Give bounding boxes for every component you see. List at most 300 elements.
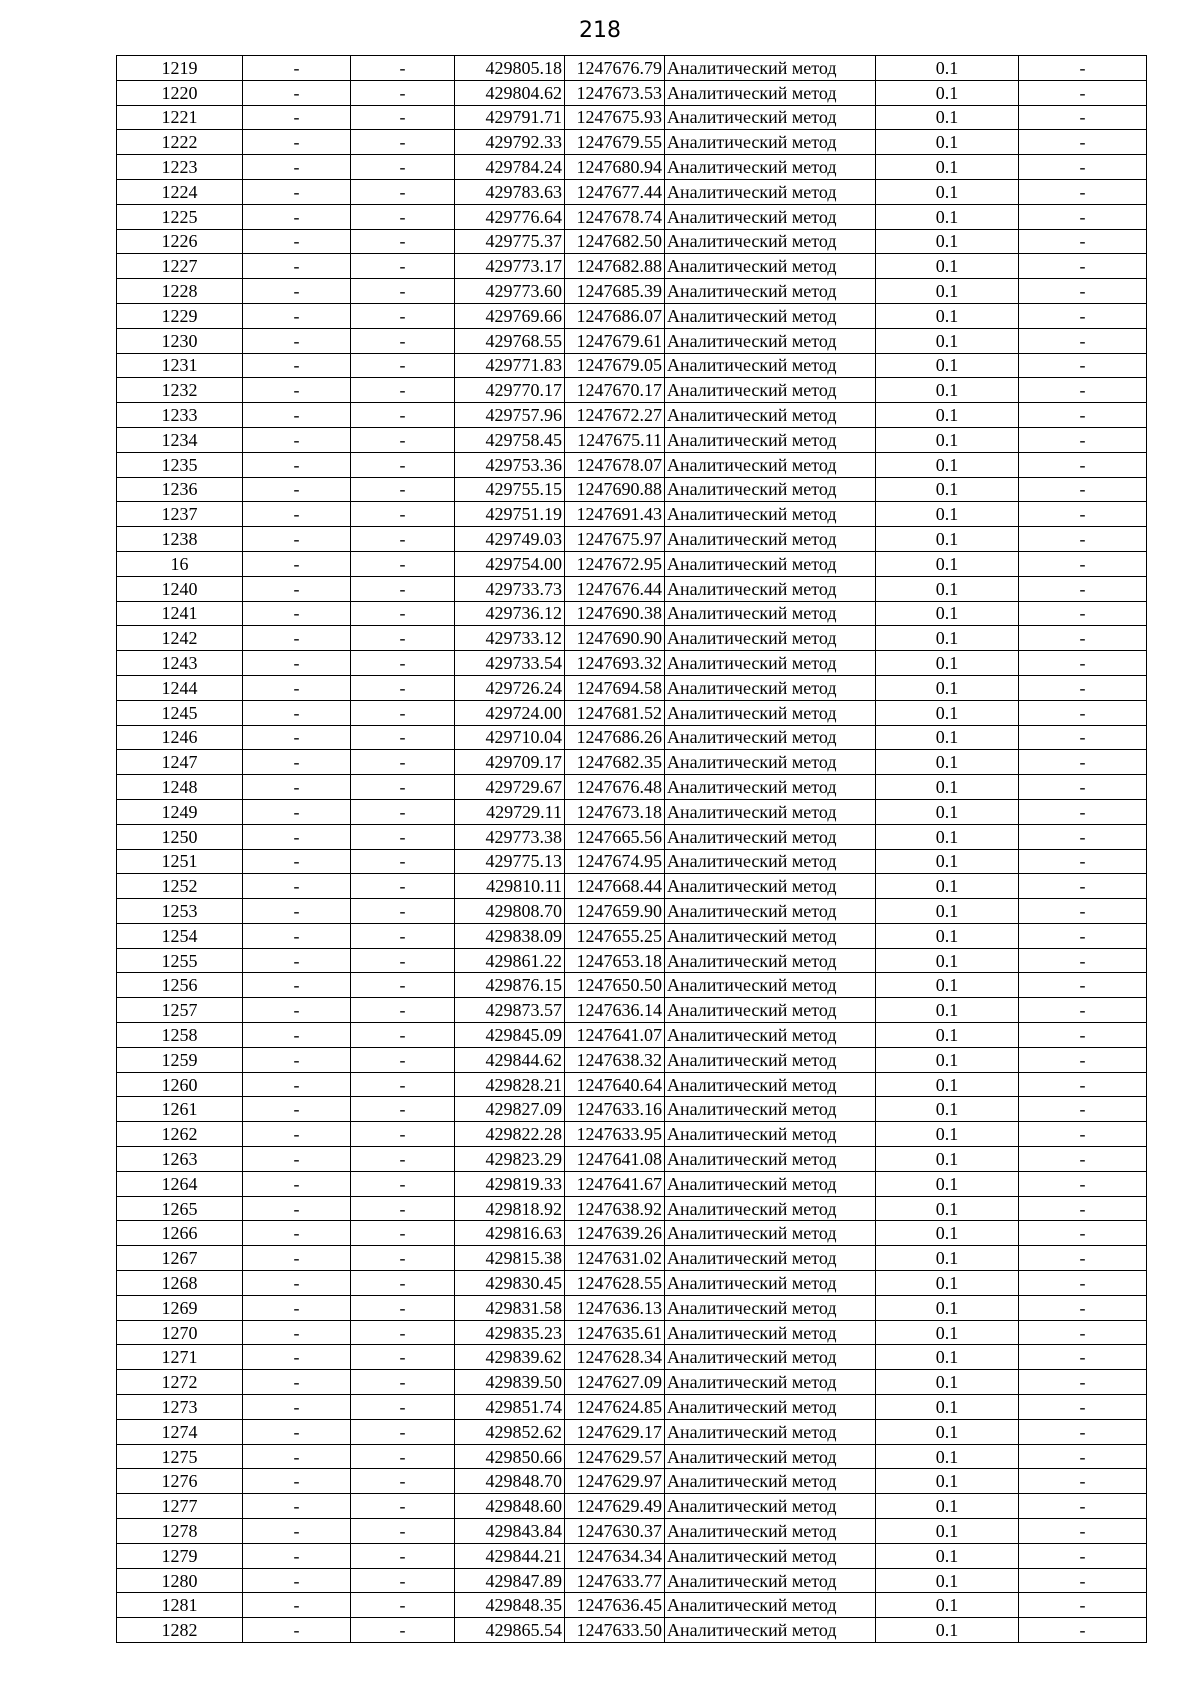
y-coordinate-cell: 1247628.55 — [565, 1271, 665, 1296]
point-number-cell: 1266 — [117, 1221, 243, 1246]
accuracy-cell: 0.1 — [876, 204, 1019, 229]
x-coordinate-cell: 429852.62 — [455, 1419, 565, 1444]
point-number-cell: 1264 — [117, 1171, 243, 1196]
empty-value-cell: - — [243, 874, 351, 899]
accuracy-cell: 0.1 — [876, 601, 1019, 626]
empty-value-cell: - — [243, 626, 351, 651]
x-coordinate-cell: 429823.29 — [455, 1147, 565, 1172]
empty-value-cell: - — [243, 378, 351, 403]
table-row — [117, 1097, 1147, 1122]
x-coordinate-cell: 429876.15 — [455, 973, 565, 998]
empty-value-cell: - — [351, 328, 455, 353]
y-coordinate-cell: 1247627.09 — [565, 1370, 665, 1395]
x-coordinate-cell: 429783.63 — [455, 179, 565, 204]
empty-value-cell: - — [243, 1047, 351, 1072]
empty-value-cell: - — [243, 601, 351, 626]
point-number-cell: 1253 — [117, 899, 243, 924]
accuracy-cell: 0.1 — [876, 303, 1019, 328]
method-cell: Аналитический метод — [665, 1320, 876, 1345]
accuracy-cell: 0.1 — [876, 725, 1019, 750]
note-cell: - — [1019, 849, 1147, 874]
note-cell: - — [1019, 477, 1147, 502]
note-cell: - — [1019, 1320, 1147, 1345]
y-coordinate-cell: 1247641.08 — [565, 1147, 665, 1172]
method-cell: Аналитический метод — [665, 675, 876, 700]
x-coordinate-cell: 429773.17 — [455, 254, 565, 279]
empty-value-cell: - — [243, 1023, 351, 1048]
x-coordinate-cell: 429753.36 — [455, 452, 565, 477]
table-row — [117, 1171, 1147, 1196]
note-cell: - — [1019, 576, 1147, 601]
table-row — [117, 378, 1147, 403]
accuracy-cell: 0.1 — [876, 874, 1019, 899]
method-cell: Аналитический метод — [665, 204, 876, 229]
table-row — [117, 1320, 1147, 1345]
note-cell: - — [1019, 155, 1147, 180]
note-cell: - — [1019, 254, 1147, 279]
method-cell: Аналитический метод — [665, 403, 876, 428]
point-number-cell: 1228 — [117, 279, 243, 304]
accuracy-cell: 0.1 — [876, 849, 1019, 874]
method-cell: Аналитический метод — [665, 899, 876, 924]
method-cell: Аналитический метод — [665, 1543, 876, 1568]
method-cell: Аналитический метод — [665, 799, 876, 824]
empty-value-cell: - — [351, 1395, 455, 1420]
x-coordinate-cell: 429751.19 — [455, 502, 565, 527]
empty-value-cell: - — [351, 1196, 455, 1221]
point-number-cell: 1246 — [117, 725, 243, 750]
empty-value-cell: - — [351, 725, 455, 750]
method-cell: Аналитический метод — [665, 1196, 876, 1221]
method-cell: Аналитический метод — [665, 601, 876, 626]
x-coordinate-cell: 429776.64 — [455, 204, 565, 229]
method-cell: Аналитический метод — [665, 1618, 876, 1643]
x-coordinate-cell: 429830.45 — [455, 1271, 565, 1296]
note-cell: - — [1019, 651, 1147, 676]
empty-value-cell: - — [243, 700, 351, 725]
method-cell: Аналитический метод — [665, 1097, 876, 1122]
method-cell: Аналитический метод — [665, 1122, 876, 1147]
note-cell: - — [1019, 948, 1147, 973]
x-coordinate-cell: 429773.38 — [455, 824, 565, 849]
y-coordinate-cell: 1247641.67 — [565, 1171, 665, 1196]
empty-value-cell: - — [243, 477, 351, 502]
point-number-cell: 1276 — [117, 1469, 243, 1494]
point-number-cell: 1221 — [117, 105, 243, 130]
method-cell: Аналитический метод — [665, 973, 876, 998]
x-coordinate-cell: 429819.33 — [455, 1171, 565, 1196]
x-coordinate-cell: 429724.00 — [455, 700, 565, 725]
x-coordinate-cell: 429844.62 — [455, 1047, 565, 1072]
point-number-cell: 1252 — [117, 874, 243, 899]
x-coordinate-cell: 429733.12 — [455, 626, 565, 651]
accuracy-cell: 0.1 — [876, 1593, 1019, 1618]
empty-value-cell: - — [351, 130, 455, 155]
y-coordinate-cell: 1247624.85 — [565, 1395, 665, 1420]
table-row — [117, 675, 1147, 700]
method-cell: Аналитический метод — [665, 1419, 876, 1444]
empty-value-cell: - — [351, 750, 455, 775]
note-cell: - — [1019, 1444, 1147, 1469]
method-cell: Аналитический метод — [665, 1023, 876, 1048]
note-cell: - — [1019, 427, 1147, 452]
empty-value-cell: - — [351, 1221, 455, 1246]
x-coordinate-cell: 429768.55 — [455, 328, 565, 353]
x-coordinate-cell: 429769.66 — [455, 303, 565, 328]
accuracy-cell: 0.1 — [876, 155, 1019, 180]
y-coordinate-cell: 1247672.95 — [565, 551, 665, 576]
x-coordinate-cell: 429844.21 — [455, 1543, 565, 1568]
table-row — [117, 1023, 1147, 1048]
table-row — [117, 1295, 1147, 1320]
method-cell: Аналитический метод — [665, 80, 876, 105]
method-cell: Аналитический метод — [665, 874, 876, 899]
y-coordinate-cell: 1247633.50 — [565, 1618, 665, 1643]
method-cell: Аналитический метод — [665, 502, 876, 527]
table-row — [117, 998, 1147, 1023]
point-number-cell: 1280 — [117, 1568, 243, 1593]
y-coordinate-cell: 1247679.61 — [565, 328, 665, 353]
note-cell: - — [1019, 1370, 1147, 1395]
empty-value-cell: - — [243, 675, 351, 700]
y-coordinate-cell: 1247630.37 — [565, 1519, 665, 1544]
empty-value-cell: - — [243, 799, 351, 824]
point-number-cell: 1231 — [117, 353, 243, 378]
x-coordinate-cell: 429847.89 — [455, 1568, 565, 1593]
empty-value-cell: - — [243, 527, 351, 552]
empty-value-cell: - — [243, 452, 351, 477]
table-row — [117, 849, 1147, 874]
table-row — [117, 80, 1147, 105]
empty-value-cell: - — [243, 1444, 351, 1469]
accuracy-cell: 0.1 — [876, 923, 1019, 948]
point-number-cell: 1229 — [117, 303, 243, 328]
x-coordinate-cell: 429848.60 — [455, 1494, 565, 1519]
empty-value-cell: - — [351, 874, 455, 899]
point-number-cell: 1236 — [117, 477, 243, 502]
empty-value-cell: - — [243, 1072, 351, 1097]
accuracy-cell: 0.1 — [876, 551, 1019, 576]
y-coordinate-cell: 1247679.05 — [565, 353, 665, 378]
table-row — [117, 1370, 1147, 1395]
empty-value-cell: - — [351, 527, 455, 552]
table-row — [117, 923, 1147, 948]
empty-value-cell: - — [351, 1047, 455, 1072]
method-cell: Аналитический метод — [665, 1395, 876, 1420]
empty-value-cell: - — [351, 1097, 455, 1122]
empty-value-cell: - — [351, 601, 455, 626]
empty-value-cell: - — [351, 1246, 455, 1271]
empty-value-cell: - — [243, 1122, 351, 1147]
x-coordinate-cell: 429775.13 — [455, 849, 565, 874]
point-number-cell: 1268 — [117, 1271, 243, 1296]
table-row — [117, 105, 1147, 130]
table-row — [117, 56, 1147, 81]
empty-value-cell: - — [243, 775, 351, 800]
table-row — [117, 1221, 1147, 1246]
point-number-cell: 1255 — [117, 948, 243, 973]
point-number-cell: 1235 — [117, 452, 243, 477]
point-number-cell: 1265 — [117, 1196, 243, 1221]
empty-value-cell: - — [243, 1271, 351, 1296]
note-cell: - — [1019, 551, 1147, 576]
note-cell: - — [1019, 1593, 1147, 1618]
table-row — [117, 303, 1147, 328]
table-row — [117, 353, 1147, 378]
accuracy-cell: 0.1 — [876, 1444, 1019, 1469]
empty-value-cell: - — [351, 254, 455, 279]
x-coordinate-cell: 429804.62 — [455, 80, 565, 105]
y-coordinate-cell: 1247675.97 — [565, 527, 665, 552]
empty-value-cell: - — [243, 80, 351, 105]
empty-value-cell: - — [351, 1543, 455, 1568]
note-cell: - — [1019, 80, 1147, 105]
y-coordinate-cell: 1247628.34 — [565, 1345, 665, 1370]
table-row — [117, 1494, 1147, 1519]
empty-value-cell: - — [243, 105, 351, 130]
empty-value-cell: - — [351, 998, 455, 1023]
note-cell: - — [1019, 626, 1147, 651]
accuracy-cell: 0.1 — [876, 998, 1019, 1023]
table-row — [117, 824, 1147, 849]
method-cell: Аналитический метод — [665, 576, 876, 601]
method-cell: Аналитический метод — [665, 303, 876, 328]
empty-value-cell: - — [243, 899, 351, 924]
accuracy-cell: 0.1 — [876, 353, 1019, 378]
point-number-cell: 1257 — [117, 998, 243, 1023]
accuracy-cell: 0.1 — [876, 1568, 1019, 1593]
note-cell: - — [1019, 1221, 1147, 1246]
point-number-cell: 1242 — [117, 626, 243, 651]
method-cell: Аналитический метод — [665, 452, 876, 477]
y-coordinate-cell: 1247678.74 — [565, 204, 665, 229]
accuracy-cell: 0.1 — [876, 1618, 1019, 1643]
table-row — [117, 1543, 1147, 1568]
accuracy-cell: 0.1 — [876, 130, 1019, 155]
accuracy-cell: 0.1 — [876, 1122, 1019, 1147]
note-cell: - — [1019, 1246, 1147, 1271]
accuracy-cell: 0.1 — [876, 56, 1019, 81]
note-cell: - — [1019, 1196, 1147, 1221]
method-cell: Аналитический метод — [665, 998, 876, 1023]
x-coordinate-cell: 429775.37 — [455, 229, 565, 254]
point-number-cell: 1237 — [117, 502, 243, 527]
x-coordinate-cell: 429749.03 — [455, 527, 565, 552]
x-coordinate-cell: 429839.50 — [455, 1370, 565, 1395]
note-cell: - — [1019, 1543, 1147, 1568]
table-row — [117, 1345, 1147, 1370]
method-cell: Аналитический метод — [665, 254, 876, 279]
method-cell: Аналитический метод — [665, 1147, 876, 1172]
point-number-cell: 1245 — [117, 700, 243, 725]
accuracy-cell: 0.1 — [876, 1196, 1019, 1221]
table-row — [117, 1122, 1147, 1147]
empty-value-cell: - — [243, 1370, 351, 1395]
accuracy-cell: 0.1 — [876, 700, 1019, 725]
x-coordinate-cell: 429822.28 — [455, 1122, 565, 1147]
y-coordinate-cell: 1247636.13 — [565, 1295, 665, 1320]
empty-value-cell: - — [351, 1444, 455, 1469]
empty-value-cell: - — [243, 1568, 351, 1593]
y-coordinate-cell: 1247633.16 — [565, 1097, 665, 1122]
table-row — [117, 403, 1147, 428]
empty-value-cell: - — [243, 1097, 351, 1122]
y-coordinate-cell: 1247655.25 — [565, 923, 665, 948]
empty-value-cell: - — [351, 551, 455, 576]
y-coordinate-cell: 1247672.27 — [565, 403, 665, 428]
note-cell: - — [1019, 1295, 1147, 1320]
empty-value-cell: - — [351, 675, 455, 700]
table-row — [117, 204, 1147, 229]
accuracy-cell: 0.1 — [876, 229, 1019, 254]
note-cell: - — [1019, 229, 1147, 254]
empty-value-cell: - — [243, 403, 351, 428]
table-row — [117, 477, 1147, 502]
table-row — [117, 1196, 1147, 1221]
method-cell: Аналитический метод — [665, 1171, 876, 1196]
note-cell: - — [1019, 328, 1147, 353]
method-cell: Аналитический метод — [665, 1295, 876, 1320]
table-row — [117, 1519, 1147, 1544]
table-row — [117, 427, 1147, 452]
note-cell: - — [1019, 1395, 1147, 1420]
accuracy-cell: 0.1 — [876, 1345, 1019, 1370]
empty-value-cell: - — [351, 353, 455, 378]
empty-value-cell: - — [351, 452, 455, 477]
empty-value-cell: - — [243, 328, 351, 353]
y-coordinate-cell: 1247641.07 — [565, 1023, 665, 1048]
point-number-cell: 1225 — [117, 204, 243, 229]
accuracy-cell: 0.1 — [876, 1519, 1019, 1544]
note-cell: - — [1019, 973, 1147, 998]
method-cell: Аналитический метод — [665, 551, 876, 576]
accuracy-cell: 0.1 — [876, 1419, 1019, 1444]
empty-value-cell: - — [351, 1320, 455, 1345]
empty-value-cell: - — [243, 750, 351, 775]
x-coordinate-cell: 429850.66 — [455, 1444, 565, 1469]
method-cell: Аналитический метод — [665, 328, 876, 353]
x-coordinate-cell: 429736.12 — [455, 601, 565, 626]
y-coordinate-cell: 1247640.64 — [565, 1072, 665, 1097]
point-number-cell: 1247 — [117, 750, 243, 775]
x-coordinate-cell: 429845.09 — [455, 1023, 565, 1048]
y-coordinate-cell: 1247636.14 — [565, 998, 665, 1023]
y-coordinate-cell: 1247694.58 — [565, 675, 665, 700]
empty-value-cell: - — [351, 1295, 455, 1320]
point-number-cell: 1226 — [117, 229, 243, 254]
note-cell: - — [1019, 452, 1147, 477]
x-coordinate-cell: 429818.92 — [455, 1196, 565, 1221]
point-number-cell: 1240 — [117, 576, 243, 601]
method-cell: Аналитический метод — [665, 1444, 876, 1469]
method-cell: Аналитический метод — [665, 1246, 876, 1271]
method-cell: Аналитический метод — [665, 948, 876, 973]
empty-value-cell: - — [351, 1469, 455, 1494]
y-coordinate-cell: 1247690.38 — [565, 601, 665, 626]
y-coordinate-cell: 1247678.07 — [565, 452, 665, 477]
note-cell: - — [1019, 601, 1147, 626]
x-coordinate-cell: 429815.38 — [455, 1246, 565, 1271]
x-coordinate-cell: 429843.84 — [455, 1519, 565, 1544]
point-number-cell: 1219 — [117, 56, 243, 81]
empty-value-cell: - — [351, 626, 455, 651]
note-cell: - — [1019, 1419, 1147, 1444]
empty-value-cell: - — [351, 973, 455, 998]
note-cell: - — [1019, 130, 1147, 155]
y-coordinate-cell: 1247680.94 — [565, 155, 665, 180]
y-coordinate-cell: 1247693.32 — [565, 651, 665, 676]
empty-value-cell: - — [243, 1519, 351, 1544]
y-coordinate-cell: 1247686.26 — [565, 725, 665, 750]
y-coordinate-cell: 1247674.95 — [565, 849, 665, 874]
method-cell: Аналитический метод — [665, 725, 876, 750]
x-coordinate-cell: 429831.58 — [455, 1295, 565, 1320]
note-cell: - — [1019, 824, 1147, 849]
empty-value-cell: - — [351, 1122, 455, 1147]
point-number-cell: 1224 — [117, 179, 243, 204]
point-number-cell: 1232 — [117, 378, 243, 403]
empty-value-cell: - — [243, 1593, 351, 1618]
table-row — [117, 179, 1147, 204]
accuracy-cell: 0.1 — [876, 1097, 1019, 1122]
note-cell: - — [1019, 750, 1147, 775]
point-number-cell: 1273 — [117, 1395, 243, 1420]
point-number-cell: 1241 — [117, 601, 243, 626]
empty-value-cell: - — [351, 824, 455, 849]
table-row — [117, 229, 1147, 254]
page-number: 218 — [579, 18, 621, 43]
x-coordinate-cell: 429851.74 — [455, 1395, 565, 1420]
y-coordinate-cell: 1247676.44 — [565, 576, 665, 601]
empty-value-cell: - — [243, 1246, 351, 1271]
y-coordinate-cell: 1247650.50 — [565, 973, 665, 998]
x-coordinate-cell: 429865.54 — [455, 1618, 565, 1643]
table-row — [117, 601, 1147, 626]
method-cell: Аналитический метод — [665, 179, 876, 204]
x-coordinate-cell: 429729.11 — [455, 799, 565, 824]
point-number-cell: 1282 — [117, 1618, 243, 1643]
note-cell: - — [1019, 378, 1147, 403]
point-number-cell: 1251 — [117, 849, 243, 874]
x-coordinate-cell: 429810.11 — [455, 874, 565, 899]
accuracy-cell: 0.1 — [876, 427, 1019, 452]
x-coordinate-cell: 429848.70 — [455, 1469, 565, 1494]
y-coordinate-cell: 1247639.26 — [565, 1221, 665, 1246]
empty-value-cell: - — [351, 775, 455, 800]
accuracy-cell: 0.1 — [876, 1320, 1019, 1345]
empty-value-cell: - — [351, 576, 455, 601]
note-cell: - — [1019, 1171, 1147, 1196]
accuracy-cell: 0.1 — [876, 254, 1019, 279]
empty-value-cell: - — [351, 700, 455, 725]
table-row — [117, 1147, 1147, 1172]
table-row — [117, 1419, 1147, 1444]
method-cell: Аналитический метод — [665, 1519, 876, 1544]
empty-value-cell: - — [243, 849, 351, 874]
x-coordinate-cell: 429726.24 — [455, 675, 565, 700]
point-number-cell: 1238 — [117, 527, 243, 552]
empty-value-cell: - — [351, 923, 455, 948]
accuracy-cell: 0.1 — [876, 948, 1019, 973]
empty-value-cell: - — [351, 403, 455, 428]
accuracy-cell: 0.1 — [876, 1295, 1019, 1320]
accuracy-cell: 0.1 — [876, 1395, 1019, 1420]
empty-value-cell: - — [351, 1072, 455, 1097]
empty-value-cell: - — [243, 353, 351, 378]
table-body — [117, 56, 1147, 1643]
accuracy-cell: 0.1 — [876, 328, 1019, 353]
y-coordinate-cell: 1247668.44 — [565, 874, 665, 899]
